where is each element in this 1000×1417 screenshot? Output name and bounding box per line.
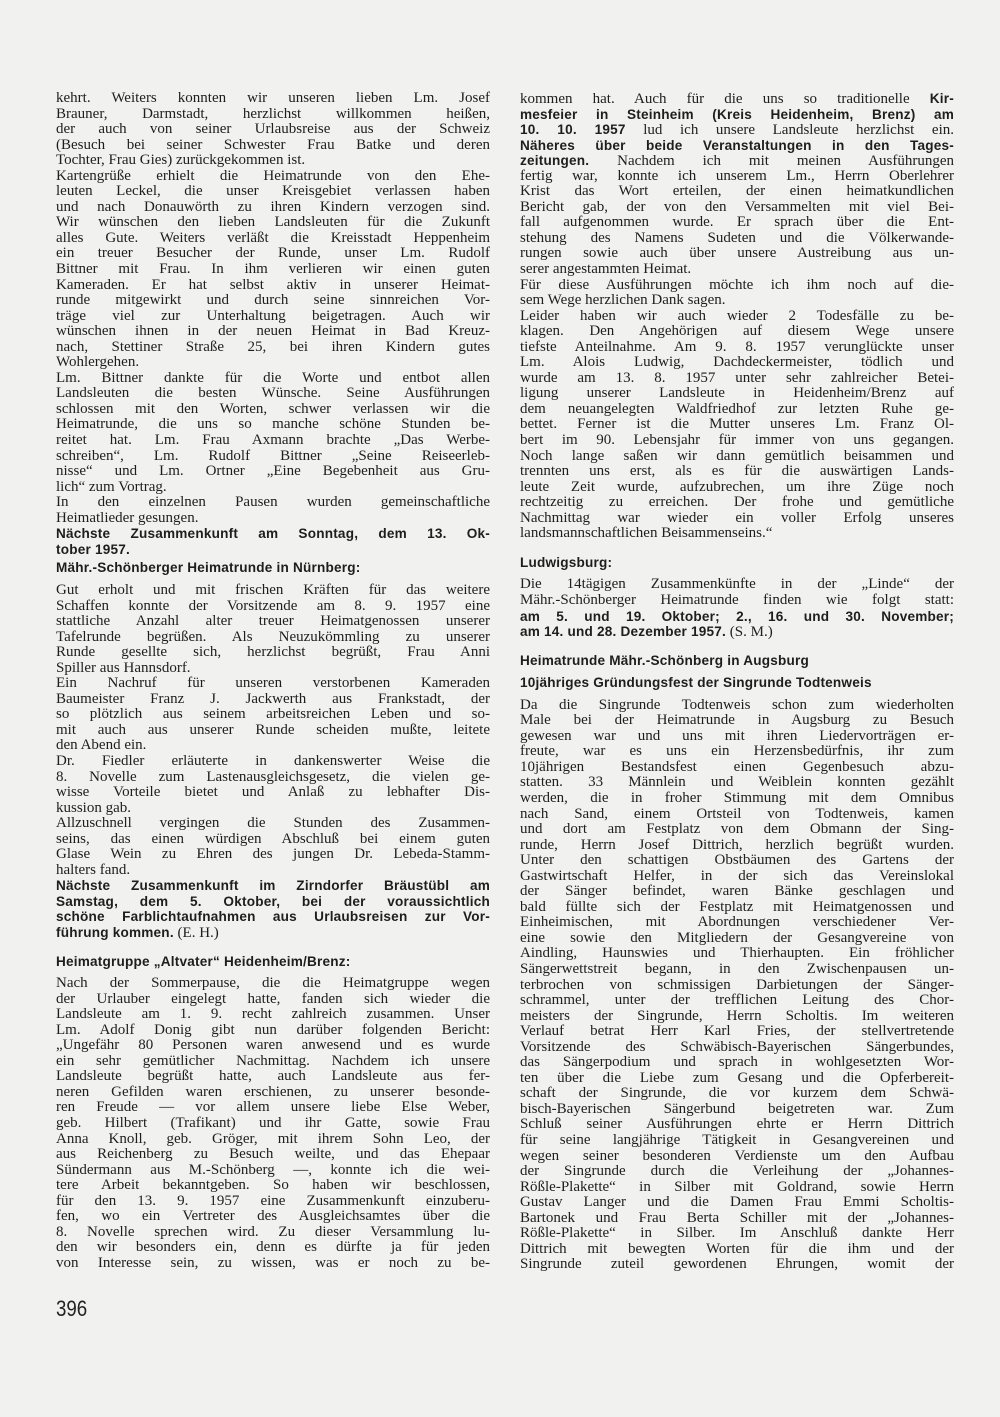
- text-line: Gastwirtschaft Helfer, in der sich das Vereinslokal: [520, 867, 954, 884]
- text-line: ein treuer Besucher der Runde, unser Lm. Rudolf: [56, 245, 490, 262]
- bold-text-segment: am 5. und 19. Oktober; 2., 16. und 30. November;: [520, 608, 954, 624]
- bold-text-segment: zeitungen.: [520, 153, 590, 169]
- text-line: und dort am Festplatz von dem Obmann der Sing-: [520, 821, 954, 838]
- text-line: runde, Herrn Josef Dittrich, herzlich begrüßt wurden.: [520, 836, 954, 853]
- text-line: neren Gefilden waren erschienen, zu unserer besonde-: [56, 1083, 490, 1100]
- text-line: Spiller aus Hannsdorf.: [56, 659, 191, 676]
- text-line: träge viel zur Unterhaltung beigetragen. Auch wir: [56, 307, 490, 324]
- text-line: tiefste Anteilnahme. Am 9. 8. 1957 verunglückte unser: [520, 338, 954, 355]
- text-line: von Interesse sein, zu wissen, was er noch zu be-: [56, 1254, 490, 1271]
- text-line: Ein Nachruf für unseren verstorbenen Kameraden: [56, 675, 490, 692]
- text-line: Lm. Bittner dankte für die Worte und entbot allen: [56, 369, 490, 386]
- text-line: Leider haben wir auch wieder 2 Todesfälle zu be-: [520, 307, 954, 324]
- text-line: Nachmittag war wieder ein voller Erfolg unseres: [520, 509, 954, 526]
- text-line: fall aufgenommen wurde. Er sprach über die Ent-: [520, 214, 954, 231]
- text-line: Glase Wein zu Ehren des jungen Dr. Lebeda-Stamm-: [56, 846, 490, 863]
- text-line: (Besuch bei seiner Schwester Frau Batke und deren: [56, 136, 490, 153]
- text-line: wurde am 13. 8. 1957 unter sehr zahlreicher Betei-: [520, 369, 954, 386]
- section-heading: [520, 555, 954, 571]
- text-line: Gustav Langer und die Damen Frau Emmi Scholtis-: [520, 1194, 954, 1211]
- paragraph: [56, 754, 490, 816]
- text-line: Wir wünschen den lieben Landsleuten für die Zukunft: [56, 214, 490, 231]
- text-line: Kameraden. Er hat selbst aktiv in unserer Heimat-: [56, 276, 490, 293]
- text-line: Mähr.-Schönberger Heimatrunde finden wie folgt statt:: [520, 591, 954, 608]
- text-line: Rößle-Plakette“ in Silber. Im Anschluß dankte Herr: [520, 1225, 954, 1242]
- text-line: Wohlergehen.: [56, 354, 140, 371]
- text-line: für seine langjährige Tätigkeit in Gesangvereinen und: [520, 1132, 954, 1148]
- text-line: Singrunde zuteil gewordenen Ehrungen, womit der: [520, 1256, 954, 1273]
- paragraph: [520, 278, 954, 309]
- text-line: reitet hat. Lm. Frau Axmann brachte „Das Werbe-: [56, 432, 490, 449]
- text-line: meisters der Singrunde, Herrn Scholtis. Im weiteren: [520, 1007, 954, 1024]
- paragraph: [56, 526, 490, 557]
- text-line: Kartengrüße erhielt die Heimatrunde von den Ehe-: [56, 167, 490, 184]
- text-column-left: [56, 91, 490, 1271]
- text-line: seins, das einen würdigen Abschluß bei einem guten: [56, 830, 490, 847]
- text-line: schaft der Singrunde, die vor kurzem dem Schwä-: [520, 1085, 954, 1102]
- text-line: mit auch aus unserer Runde scheiden mußte, leitete: [56, 721, 490, 738]
- text-line: dem neuangelegten Waldfriedhof zur letzten Ruhe ge-: [520, 400, 954, 417]
- text-line: terbrochen von schmissigen Darbietungen der Sänger-: [520, 976, 954, 993]
- text-line: Einheimischen, mit Abordnungen verschiedener Ver-: [520, 914, 954, 931]
- text-line: [520, 153, 954, 169]
- text-line: [520, 122, 954, 138]
- text-line: wegen seiner besonderen Verdienste um den Aufbau: [520, 1147, 954, 1164]
- text-line: 10jähriges Gründungsfest der Singrunde Todtenweis: [520, 675, 872, 691]
- text-line: das Sängerpodium und sprach in wohlgesetzten Wor-: [520, 1054, 954, 1071]
- text-line: Landsleute begrüßt hatte, auch Landsleute aus fer-: [56, 1068, 490, 1085]
- text-line: Aindling, Haunswies und Thierhaupten. Ein fröhlicher: [520, 945, 954, 962]
- paragraph: [56, 583, 490, 676]
- paragraph: [520, 91, 954, 278]
- text-line: kehrt. Weiters konnten wir unseren lieben Lm. Josef: [56, 90, 490, 106]
- text-segment: lud ich unsere Landsleute herzlichst ein.: [625, 122, 954, 139]
- text-line: der Urlauber eingelegt hatte, fanden sich wieder die: [56, 990, 490, 1007]
- text-line: In den einzelnen Pausen wurden gemeinschaftliche: [56, 494, 490, 511]
- text-line: kussion gab.: [56, 799, 131, 816]
- text-line: Landsleute am 1. 9. recht zahlreich zusammen. Unser: [56, 1006, 490, 1023]
- text-column-right: [520, 91, 954, 1273]
- text-line: 8. Novelle sprechen wird. Zu dieser Versammlung lu-: [56, 1223, 490, 1240]
- text-line: [56, 909, 490, 925]
- paragraph: [520, 309, 954, 542]
- text-line: Vorsitzende des Schwäbisch-Bayerischen Sängerbundes,: [520, 1038, 954, 1055]
- text-line: Bartonek und Frau Berta Schiller mit der „Johannes-: [520, 1209, 954, 1226]
- text-line: [56, 925, 490, 941]
- text-line: werden, die in froher Stimmung mit dem Omnibus: [520, 789, 954, 806]
- text-line: Lm. Alois Ludwig, Dachdeckermeister, tödlich und: [520, 354, 954, 371]
- text-line: der Sänger befindet, waren Bänke geschlagen und: [520, 883, 954, 900]
- text-line: leuten Leckel, die unser Kreisgebiet verlassen haben: [56, 183, 490, 200]
- text-line: bald füllte sich der Festplatz mit Heimatgenossen und: [520, 898, 954, 915]
- text-line: Landsleuten die besten Wünsche. Seine Ausführungen: [56, 385, 490, 402]
- text-line: rungen sowie auch über unsere Austreibung aus un-: [520, 245, 954, 262]
- text-line: schlossen mit den Worten, schwer verlassen wir die: [56, 400, 490, 417]
- text-line: aus Reichenberg zu Besuch weilte, und das Ehepaar: [56, 1146, 490, 1163]
- text-line: für den 13. 9. 1957 eine Zusammenkunft einzuberu-: [56, 1192, 490, 1209]
- text-line: den Abend ein.: [56, 737, 147, 754]
- text-line: Heimatgruppe „Altvater“ Heidenheim/Brenz:: [56, 953, 351, 969]
- bold-text-segment: 10. 10. 1957: [520, 122, 626, 138]
- bold-text-segment: führung kommen.: [56, 924, 174, 940]
- text-line: Ludwigsburg:: [520, 554, 613, 570]
- text-line: [520, 138, 954, 154]
- text-line: 10jährigen Bestandsfest einen Gegenbesuch abzu-: [520, 758, 954, 775]
- text-line: schreiben“, Lm. Rudolf Bittner „Seine Reiseerleb-: [56, 447, 490, 464]
- text-line: Noch lange saßen wir dann gemütlich beisammen und: [520, 447, 954, 464]
- paragraph: [56, 976, 490, 1271]
- text-line: sem Wege herzlichen Dank sagen.: [520, 292, 726, 309]
- text-line: Schluß seiner Ausführungen ehrte er Herrn Dittrich: [520, 1116, 954, 1133]
- text-line: Runde gesellte sich, herzlichst begrüßt, Frau Anni: [56, 644, 490, 661]
- text-line: Baumeister Franz J. Jackwerth aus Frankstadt, der: [56, 690, 490, 707]
- bold-text-segment: mesfeier in Steinheim (Kreis Heidenheim, Brenz) am: [520, 106, 954, 122]
- paragraph: [56, 371, 490, 495]
- text-line: Verlauf betrat Herr Karl Fries, der stellvertretende: [520, 1023, 954, 1040]
- text-line: Für diese Ausführungen möchte ich ihm noch auf die-: [520, 276, 954, 293]
- text-line: halters fand.: [56, 861, 131, 878]
- text-line: nisse“ und Lm. Ortner „Eine Begebenheit aus Gru-: [56, 463, 490, 480]
- text-line: schrammel, unter der trefflichen Leitung des Chor-: [520, 992, 954, 1009]
- bold-text-segment: Nächste Zusammenkunft im Zirndorfer Bräustübl am: [56, 878, 490, 894]
- text-line: Rößle-Plakette“ in Silber mit Goldrand, sowie Herrn: [520, 1178, 954, 1195]
- text-line: Krist das Wort erteilen, der einen heimatkundlichen: [520, 183, 954, 200]
- section-heading: [520, 653, 954, 669]
- text-line: den wir besonders ein, denn es dürfte ja für jeden: [56, 1239, 490, 1256]
- text-line: landsmannschaftlichen Beisammenseins.“: [520, 525, 773, 542]
- text-line: ten über die Liebe zum Gesang und die Opferbereit-: [520, 1069, 954, 1086]
- text-line: ligung unserer Landsleute in Heidenheim/Brenz auf: [520, 385, 954, 402]
- text-line: tober 1957.: [56, 541, 130, 557]
- text-line: fen, wo ein Vertreter des Ausgleichsamtes über die: [56, 1208, 490, 1225]
- section-heading: [56, 954, 490, 970]
- text-line: bert im 90. Lebensjahr für immer von uns gegangen.: [520, 432, 954, 449]
- text-line: stehung des Namens Sudeten und die Völkerwande-: [520, 229, 954, 246]
- text-line: trennten uns erst, als es für die auswärtigen Lands-: [520, 463, 954, 480]
- text-line: leute Zeit wurde, aufzubrechen, um ihre Züge noch: [520, 478, 954, 495]
- text-segment: (S. M.): [726, 624, 773, 641]
- text-line: bisch-Bayerischen Sängerbund beigetreten war. Zum: [520, 1100, 954, 1117]
- bold-text-segment: Kir-: [929, 91, 954, 106]
- paragraph: [520, 577, 954, 639]
- text-line: Tafelrunde begrüßen. Als Neuzukömmling zu unserer: [56, 628, 490, 645]
- text-line: ein sehr gemütlicher Nachmittag. Nachdem ich unsere: [56, 1052, 490, 1069]
- paragraph: [56, 169, 490, 371]
- text-line: tere Arbeit bekanntgeben. So haben wir beschlossen,: [56, 1177, 490, 1194]
- text-line: klagen. Den Angehörigen auf diesem Wege unsere: [520, 323, 954, 340]
- text-segment: (E. H.): [173, 924, 219, 941]
- paragraph: [56, 495, 490, 526]
- section-heading: [56, 560, 490, 576]
- text-line: Heimatrunde, die uns so manche schöne Stunden be-: [56, 416, 490, 433]
- text-line: Anna Knoll, geb. Gröger, mit ihrem Sohn Leo, der: [56, 1130, 490, 1147]
- text-line: [520, 91, 954, 107]
- paragraph: [56, 878, 490, 940]
- text-line: ren Freude — vor allem unsere liebe Else Weber,: [56, 1099, 490, 1116]
- text-line: Heimatrunde Mähr.-Schönberg in Augsburg: [520, 652, 810, 668]
- text-line: Sündermann aus M.-Schönberg —, konnte ich die wei-: [56, 1161, 490, 1178]
- text-line: der auch von seiner Urlaubsreise aus der Schweiz: [56, 121, 490, 138]
- text-line: freute, war es uns ein Herzensbedürfnis, ihr zum: [520, 743, 954, 760]
- paragraph: [56, 676, 490, 754]
- text-line: Lm. Adolf Donig gibt nun darüber folgenden Bericht:: [56, 1021, 490, 1038]
- text-line: geb. Hilbert (Trafikant) und ihr Gatte, sowie Frau: [56, 1115, 490, 1131]
- text-line: Dittrich mit bewegten Worten für die ihm und der: [520, 1240, 954, 1257]
- text-line: nach Sand, einem Ortsteil von Todtenweis, kamen: [520, 805, 954, 822]
- paragraph: [56, 816, 490, 878]
- text-line: Male bei der Heimatrunde in Augsburg zu Besuch: [520, 712, 954, 729]
- text-line: rechtzeitig zu erreichen. Der frohe und gemütliche: [520, 494, 954, 511]
- text-line: eine sowie den Mitgliedern der Gesangvereine von: [520, 929, 954, 946]
- text-line: Gut erholt und mit frischen Kräften für das weitere: [56, 581, 490, 598]
- text-line: [520, 107, 954, 123]
- bold-text-segment: am 14. und 28. Dezember 1957.: [520, 624, 727, 640]
- text-line: runde mitgewirkt und durch seine sinnreichen Vor-: [56, 292, 490, 309]
- text-line: Nächste Zusammenkunft am Sonntag, dem 13. Ok-: [56, 526, 490, 542]
- text-line: Heimatlieder gesungen.: [56, 509, 199, 526]
- text-line: Allzuschnell vergingen die Stunden des Zusammen-: [56, 815, 490, 832]
- text-line: statten. 33 Männlein und Weiblein konnten gezählt: [520, 774, 954, 791]
- text-line: Mähr.-Schönberger Heimatrunde in Nürnberg:: [56, 560, 361, 576]
- text-line: bettet. Ferner ist die Mutter unseres Lm. Franz Ol-: [520, 416, 954, 433]
- text-line: so plötzlich aus seinem arbeitsreichen Leben und so-: [56, 706, 490, 723]
- text-line: Sängerwettstreit begann, in den Zwischenpausen un-: [520, 960, 954, 977]
- text-line: [56, 894, 490, 910]
- paragraph: [56, 91, 490, 169]
- text-line: Schaffen konnte der Vorsitzende am 8. 9. 1957 eine: [56, 597, 490, 614]
- text-line: fertig war, konnte ich unserem Lm., Herrn Oberlehrer: [520, 167, 954, 184]
- page-number: 396: [56, 1296, 88, 1321]
- text-line: Bericht gab, der von den Versammelten mit viel Bei-: [520, 198, 954, 215]
- bold-text-segment: schöne Farblichtaufnahmen aus Urlaubsreisen zur Vor-: [56, 909, 490, 925]
- text-line: gewesen war und uns mit ihren Liedervorträgen er-: [520, 727, 954, 744]
- text-line: Bittner mit Frau. In ihm verlieren wir einen guten: [56, 261, 490, 278]
- text-line: der Singrunde durch die Verleihung der „Johannes-: [520, 1163, 954, 1180]
- text-line: Die 14tägigen Zusammenkünfte in der „Linde“ der: [520, 576, 954, 593]
- text-line: Unter den schattigen Obstbäumen des Gartens der: [520, 852, 954, 869]
- text-line: Tochter, Frau Gies) zurückgekommen ist.: [56, 152, 306, 169]
- text-line: lich“ zum Vortrag.: [56, 478, 167, 495]
- section-heading: [520, 675, 954, 691]
- text-line: 8. Novelle zum Lastenausgleichsgesetz, die vielen ge-: [56, 768, 490, 785]
- text-line: nach, Stettiner Straße 25, bei ihren Kindern gutes: [56, 338, 490, 355]
- text-line: Da die Singrunde Todtenweis schon zum wiederholten: [520, 696, 954, 713]
- text-segment: kommen hat. Auch für die uns so traditionelle: [520, 91, 930, 107]
- bold-text-segment: Näheres über beide Veranstaltungen in den Tages-: [520, 137, 954, 153]
- text-line: wisse Vorteile bietet und Anlaß zu lebhafter Dis-: [56, 784, 490, 801]
- text-line: [520, 624, 954, 640]
- bold-text-segment: Samstag, dem 5. Oktober, bei der voraussichtlich: [56, 893, 490, 909]
- text-line: wünschen ihnen in der neuen Heimat in Bad Kreuz-: [56, 323, 490, 340]
- text-line: serer angestammten Heimat.: [520, 261, 692, 278]
- text-segment: Nachdem ich mit meinen Ausführungen: [589, 153, 954, 170]
- text-line: [56, 878, 490, 894]
- text-line: Nach der Sommerpause, die die Heimatgruppe wegen: [56, 975, 490, 992]
- text-line: Brauner, Darmstadt, herzlichst willkommen heißen,: [56, 105, 490, 122]
- text-line: und nach Donauwörth zu ihren Kindern verzogen sind.: [56, 198, 490, 215]
- text-line: Dr. Fiedler erläuterte in dankenswerter Weise die: [56, 752, 490, 769]
- text-line: „Ungefähr 80 Personen waren anwesend und es wurde: [56, 1037, 490, 1054]
- text-line: stattliche Anzahl alter treuer Heimatgenossen unserer: [56, 613, 490, 630]
- paragraph: [520, 698, 954, 1273]
- text-line: alles Gute. Weiters verläßt die Kreisstadt Heppenheim: [56, 229, 490, 246]
- text-line: [520, 609, 954, 625]
